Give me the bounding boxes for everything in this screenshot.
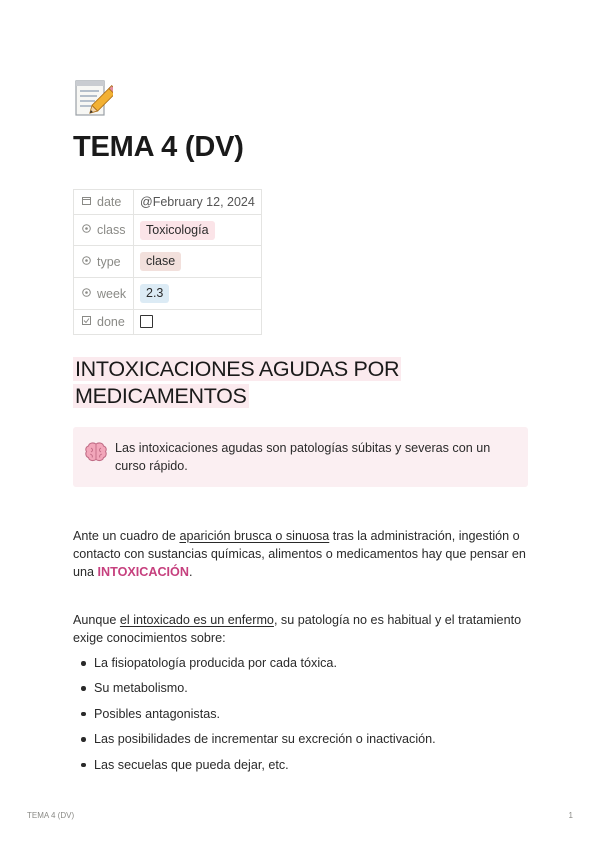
list-item: Su metabolismo.	[73, 679, 436, 704]
property-row-week	[74, 278, 262, 310]
property-value-week[interactable]	[134, 278, 262, 310]
done-checkbox[interactable]	[140, 315, 153, 328]
property-key: week	[74, 278, 134, 310]
paragraph-intro: Ante un cuadro de aparición brusca o sinuosa tras la administración, ingestión o contacto con sustancias químicas, alimentos o medicamentos hay que pensar en una INTOXICACIÓN.	[73, 529, 526, 579]
property-value-date[interactable]: @February 12, 2024	[134, 190, 262, 215]
select-icon	[80, 288, 92, 299]
memo-pencil-icon	[73, 78, 113, 120]
property-key: type	[74, 246, 134, 278]
checkbox-icon	[80, 316, 92, 327]
calendar-icon	[80, 196, 92, 207]
property-value-type[interactable]	[134, 246, 262, 278]
page-title: TEMA 4 (DV)	[73, 131, 244, 163]
callout-text: Las intoxicaciones agudas son patologías súbitas y severas con un curso rápido.	[115, 441, 491, 473]
heading-line: MEDICAMENTOS	[75, 384, 247, 408]
list-item: Las posibilidades de incrementar su excreción o inactivación.	[73, 730, 436, 755]
brain-icon	[84, 441, 108, 463]
property-value-class[interactable]	[134, 215, 262, 246]
property-value-done	[134, 310, 262, 335]
footer-title: TEMA 4 (DV)	[27, 811, 75, 820]
properties-table	[73, 189, 262, 335]
underlined-text: aparición brusca o sinuosa	[179, 529, 330, 543]
property-row-class	[74, 215, 262, 246]
bullet-list	[73, 654, 436, 781]
heading-line: INTOXICACIONES AGUDAS POR	[75, 357, 400, 381]
page-number: 1	[568, 811, 573, 820]
section-heading	[73, 356, 473, 410]
property-row-done	[74, 310, 262, 335]
callout-box	[73, 427, 528, 487]
list-item: Posibles antagonistas.	[73, 705, 436, 730]
select-icon	[80, 256, 92, 267]
property-row-date	[74, 190, 262, 215]
property-key: date	[74, 190, 134, 215]
property-row-type	[74, 246, 262, 278]
class-tag[interactable]: Toxicología	[140, 221, 215, 240]
underlined-text: el intoxicado es un enfermo	[119, 613, 274, 627]
list-item: La fisiopatología producida por cada tóxica.	[73, 654, 436, 679]
emphasis-text: INTOXICACIÓN	[97, 565, 189, 579]
property-key: done	[74, 310, 134, 335]
list-item: Las secuelas que pueda dejar, etc.	[73, 756, 436, 781]
select-icon	[80, 224, 92, 235]
property-key: class	[74, 215, 134, 246]
week-tag[interactable]: 2.3	[140, 284, 169, 303]
paragraph-knowledge: Aunque el intoxicado es un enfermo, su patología no es habitual y el tratamiento exige conocimientos sobre:	[73, 613, 522, 645]
type-tag[interactable]: clase	[140, 252, 181, 271]
